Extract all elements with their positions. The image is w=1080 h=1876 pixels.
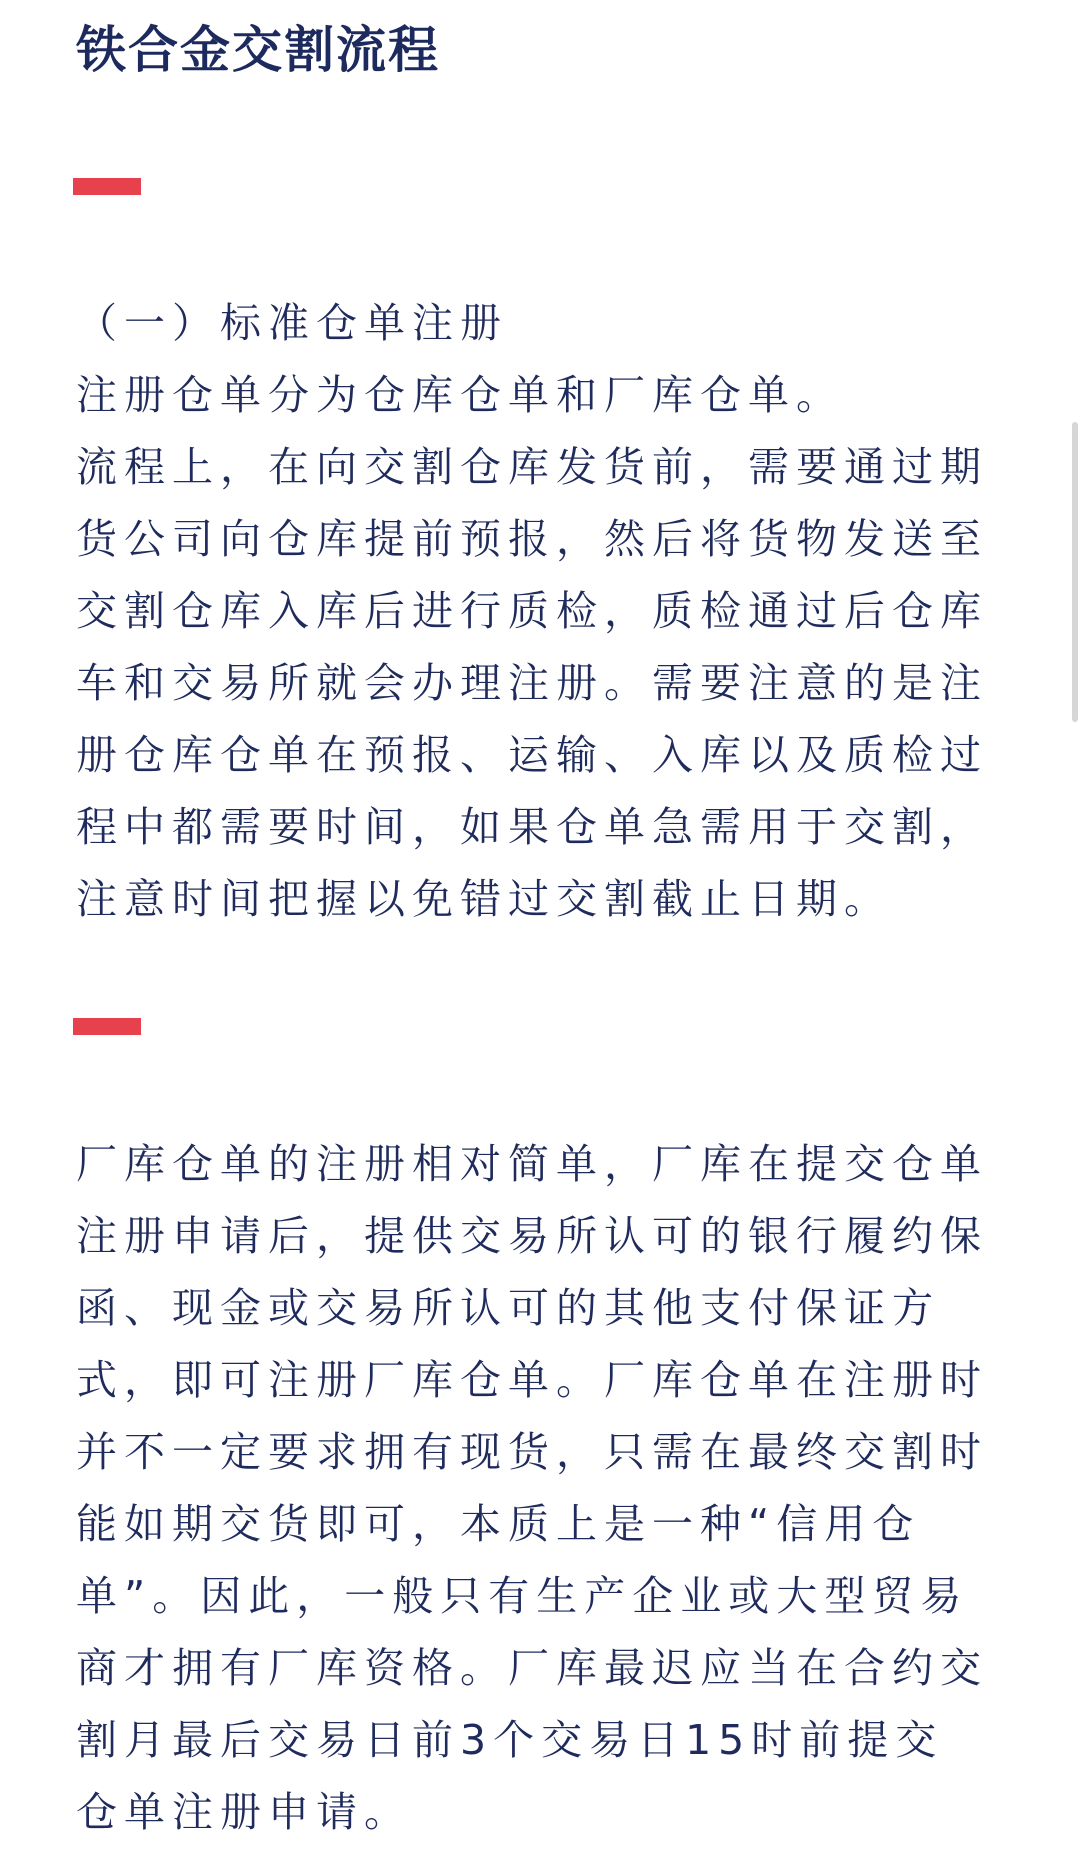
section-divider-bar bbox=[73, 178, 141, 195]
section-factory-warrant bbox=[76, 1128, 1016, 1848]
paragraph-line: 式，即可注册厂库仓单。厂库仓单在注册时 bbox=[76, 1356, 988, 1404]
paragraph-line: 流程上，在向交割仓库发货前，需要通过期 bbox=[76, 443, 988, 491]
paragraph-line: 商才拥有厂库资格。厂库最迟应当在合约交 bbox=[76, 1644, 988, 1692]
paragraph-line: 册仓库仓单在预报、运输、入库以及质检过 bbox=[76, 731, 988, 779]
section-heading: （一）标准仓单注册 bbox=[76, 299, 508, 347]
paragraph-line: 注册仓单分为仓库仓单和厂库仓单。 bbox=[76, 371, 844, 419]
page-title: 铁合金交割流程 bbox=[76, 21, 440, 79]
paragraph-line: 交割仓库入库后进行质检，质检通过后仓库 bbox=[76, 587, 988, 635]
paragraph-line: 函、现金或交易所认可的其他支付保证方 bbox=[76, 1284, 940, 1332]
paragraph-line: 程中都需要时间，如果仓单急需用于交割， bbox=[76, 803, 988, 851]
paragraph-line: 能如期交货即可，本质上是一种“信用仓 bbox=[76, 1500, 921, 1548]
paragraph-line: 单”。因此，一般只有生产企业或大型贸易 bbox=[76, 1572, 969, 1620]
section-standard-warrant-registration bbox=[76, 287, 1016, 935]
paragraph-line: 厂库仓单的注册相对简单，厂库在提交仓单 bbox=[76, 1140, 988, 1188]
paragraph-line: 车和交易所就会办理注册。需要注意的是注 bbox=[76, 659, 988, 707]
paragraph-line: 并不一定要求拥有现货，只需在最终交割时 bbox=[76, 1428, 988, 1476]
paragraph-line: 货公司向仓库提前预报，然后将货物发送至 bbox=[76, 515, 988, 563]
scrollbar-thumb[interactable] bbox=[1072, 422, 1078, 722]
paragraph-line: 割月最后交易日前3个交易日15时前提交 bbox=[76, 1716, 944, 1764]
section-divider-bar bbox=[73, 1018, 141, 1035]
paragraph-line: 注册申请后，提供交易所认可的银行履约保 bbox=[76, 1212, 988, 1260]
paragraph-line: 注意时间把握以免错过交割截止日期。 bbox=[76, 875, 892, 923]
paragraph-line: 仓单注册申请。 bbox=[76, 1788, 412, 1836]
